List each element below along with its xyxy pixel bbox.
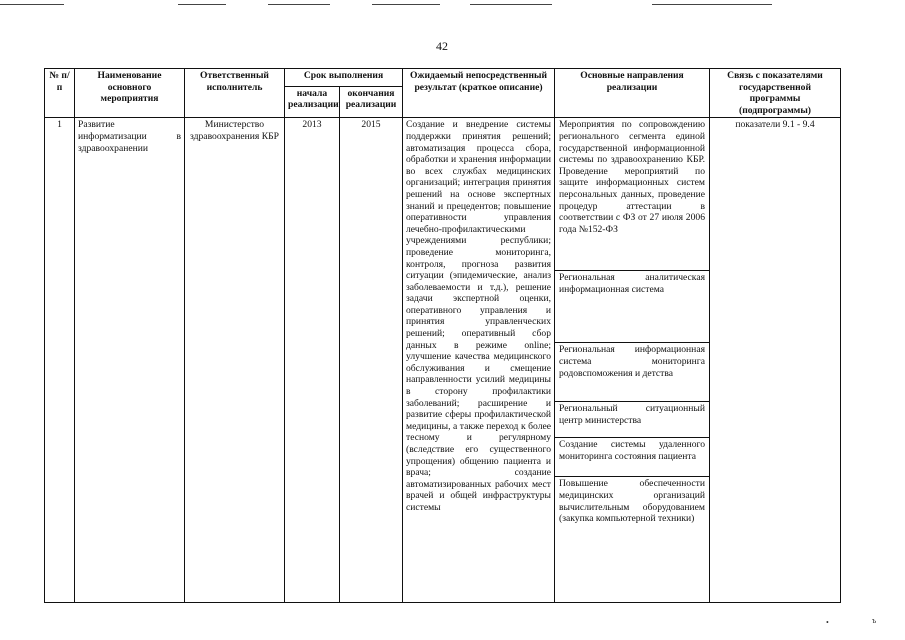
direction-item: Региональная информационная система мониторинга родовспоможения и детства — [555, 343, 709, 402]
scan-speck: • — [826, 618, 829, 627]
scan-edge-line — [0, 4, 64, 5]
row-start-year: 2013 — [285, 118, 340, 603]
row-responsible: Министерство здравоохранения КБР — [185, 118, 285, 603]
scan-edge-line — [268, 4, 330, 5]
row-expected-result: Создание и внедрение системы поддержки принятия решений; автоматизация процесса сбора, обработки и хранения информации во всех службах медицинских организаций; интеграция принятия решений на основе экспертных знаний и прецедентов; повышение оперативности управления лечебно-профилактическими учреждениями республики; проведение мониторинга, контроля, прогноза развития ситуации (эпидемические, анализ заболеваемости и т.д.), решение задачи экспертной оценки, оперативного управления и принятия управленческих решений; оперативный сбор данных в режиме online; улучшение качества медицинского обслуживания и смещение направленности усилий медицины в сторону профилактики заболеваний; расширение и развитие сферы профилактической медицины, а также переход к более тесному и регулярному (вследствие его существенного упрощения) общению пациента и врача; создание автоматизированных рабочих мест врачей и общей инфраструктуры системы — [403, 118, 555, 603]
row-indicators: показатели 9.1 - 9.4 — [710, 118, 841, 603]
direction-item: Повышение обеспеченности медицинских организаций вычислительным оборудованием (закупка компьютерной техники) — [559, 478, 705, 525]
row-directions — [555, 118, 710, 603]
header-directions: Основные направления реализации — [555, 69, 710, 118]
activities-table — [44, 68, 841, 603]
row-activity-name: Развитие информатизации в здравоохранении — [75, 118, 185, 603]
scan-edge-line — [470, 4, 552, 5]
row-num: 1 — [45, 118, 75, 603]
page-number: 42 — [436, 39, 448, 53]
header-indicators: Связь с показателями государственной программы (подпрограммы) — [710, 69, 841, 118]
scan-edge-line — [372, 4, 440, 5]
direction-item: Региональный ситуационный центр министерства — [555, 402, 709, 438]
direction-item: Создание системы удаленного мониторинга состояния пациента — [555, 438, 709, 477]
header-responsible: Ответственный исполнитель — [185, 69, 285, 118]
header-term-end: окончания реализации — [340, 86, 403, 118]
table-row — [45, 118, 841, 603]
header-name: Наименование основного мероприятия — [75, 69, 185, 118]
scan-speck: ъ — [872, 616, 877, 625]
row-end-year: 2015 — [340, 118, 403, 603]
scan-edge-line — [178, 4, 226, 5]
direction-item: Региональная аналитическая информационная система — [555, 271, 709, 343]
scan-edge-line — [652, 4, 772, 5]
header-term-start: начала реализации — [285, 86, 340, 118]
header-result: Ожидаемый непосредственный результат (краткое описание) — [403, 69, 555, 118]
direction-item: Мероприятия по сопровождению регионального сегмента единой государственной информационной системы по здравоохранению КБР. Проведение мероприятий по защите информационных систем персональных данных, проведение процедур аттестации в соответствии с ФЗ от 27 июля 2006 года №152-ФЗ — [555, 118, 709, 271]
header-term: Срок выполнения — [285, 69, 403, 87]
header-num: № п/п — [45, 69, 75, 118]
